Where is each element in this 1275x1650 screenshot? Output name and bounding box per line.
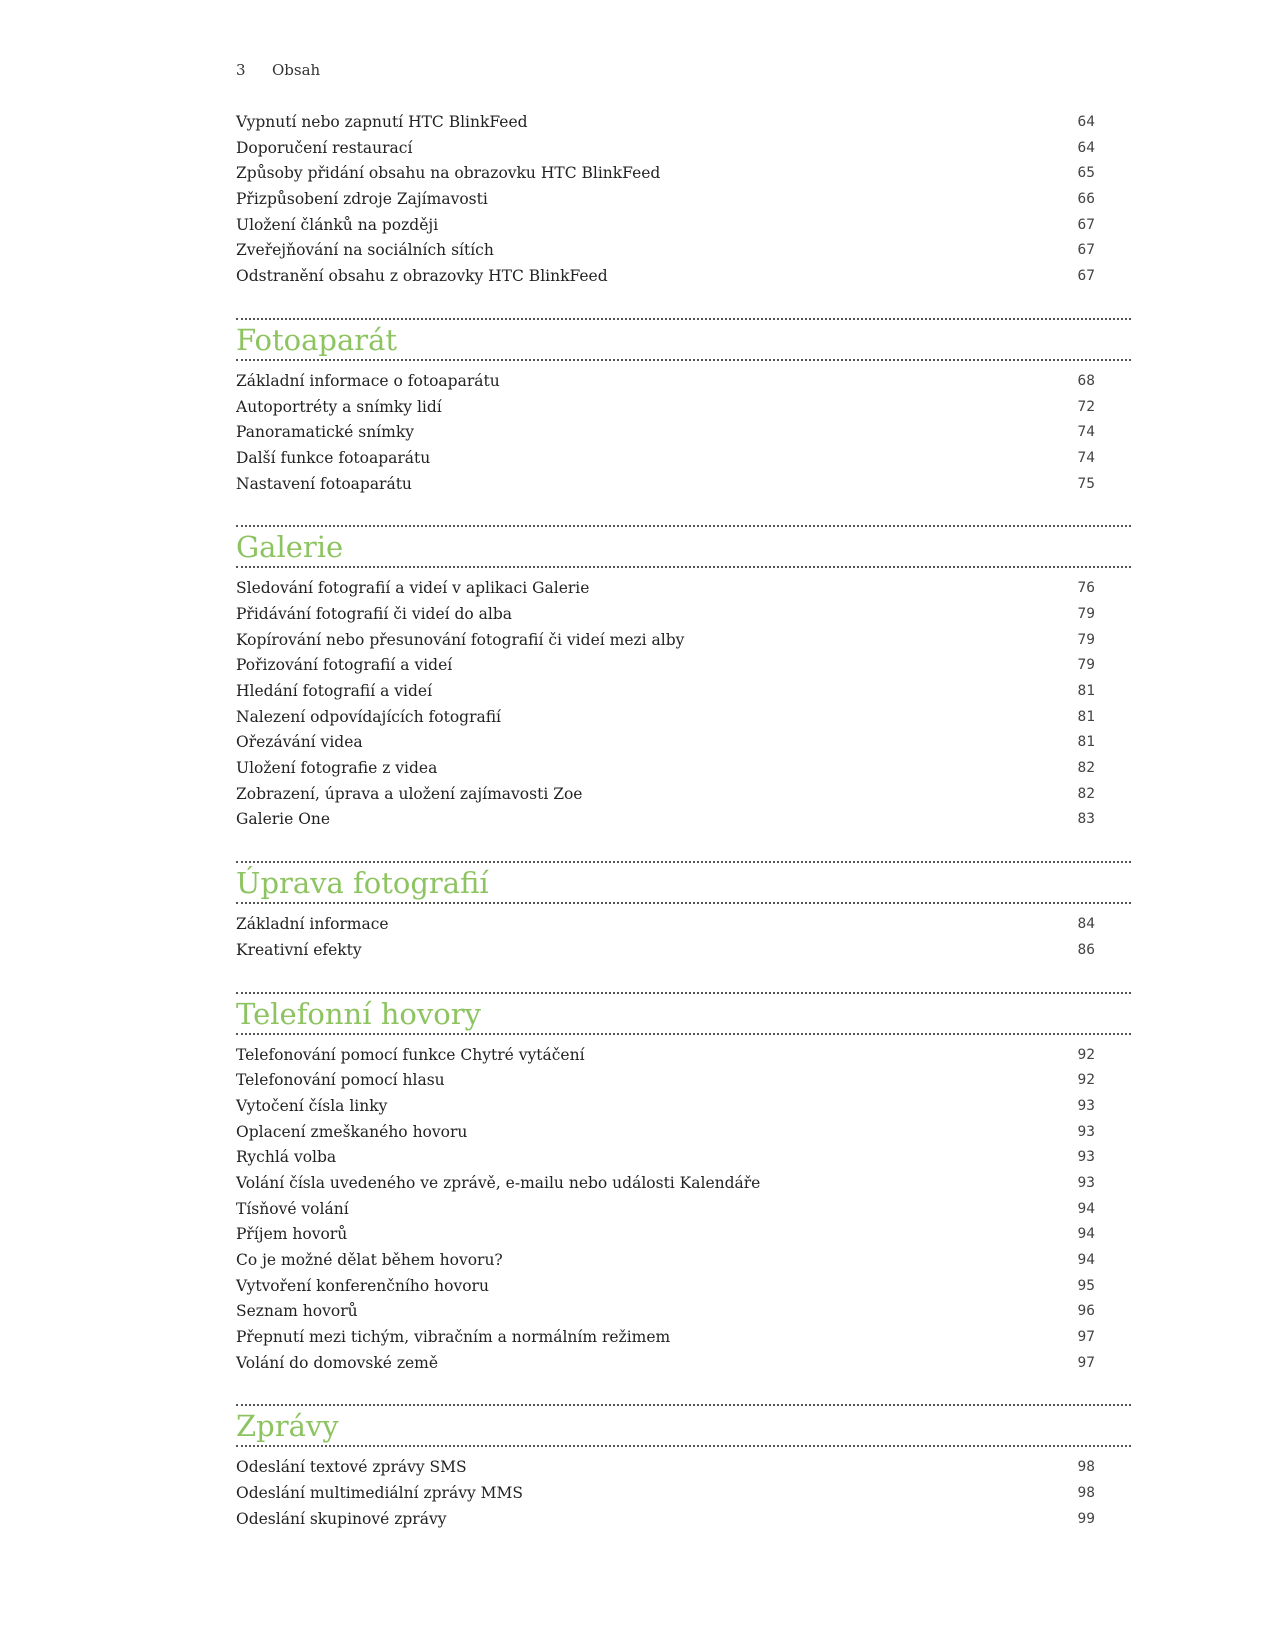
section-divider <box>236 566 1131 568</box>
toc-entry[interactable] <box>236 238 1131 264</box>
toc-entry-title: Způsoby přidání obsahu na obrazovku HTC BlinkFeed <box>236 164 661 183</box>
toc-entry[interactable] <box>236 782 1131 808</box>
toc-section <box>236 861 1131 963</box>
toc-entry-title: Pořizování fotografií a videí <box>236 656 453 675</box>
toc-entry-page: 99 <box>1077 1510 1095 1527</box>
toc-entry[interactable] <box>236 628 1131 654</box>
toc-entry-page: 81 <box>1077 683 1095 699</box>
toc-entry[interactable] <box>236 576 1131 602</box>
section-divider <box>236 861 1131 863</box>
toc-entry-title: Volání čísla uvedeného ve zprávě, e-mailu nebo události Kalendáře <box>236 1173 761 1192</box>
toc-entry-title: Základní informace o fotoaparátu <box>236 371 500 390</box>
toc-entry-title: Zveřejňování na sociálních sítích <box>236 241 494 260</box>
toc-entry[interactable] <box>236 395 1131 421</box>
section-divider <box>236 1445 1131 1447</box>
toc-entry-title: Kreativní efekty <box>236 940 362 959</box>
toc-entry-title: Panoramatické snímky <box>236 423 414 442</box>
toc-entry[interactable] <box>236 136 1131 162</box>
toc-entry-title: Oplacení zmeškaného hovoru <box>236 1122 468 1141</box>
toc-entry-title: Nalezení odpovídajících fotografií <box>236 707 502 726</box>
page-header <box>236 61 320 79</box>
toc-entry[interactable] <box>236 264 1131 290</box>
toc-entry[interactable] <box>236 938 1131 964</box>
section-heading[interactable]: Zprávy <box>236 1409 339 1444</box>
toc-entry-page: 79 <box>1077 605 1095 622</box>
toc-section <box>236 992 1131 1377</box>
toc-entry-title: Autoportréty a snímky lidí <box>236 397 442 416</box>
toc-entry-title: Rychlá volba <box>236 1148 337 1167</box>
toc-entry-page: 93 <box>1077 1174 1095 1191</box>
toc-entry[interactable] <box>236 1197 1131 1223</box>
toc-entry-page: 74 <box>1077 449 1095 466</box>
toc-entry-page: 68 <box>1077 372 1095 389</box>
toc-entry[interactable] <box>236 1455 1131 1481</box>
toc-entry-title: Další funkce fotoaparátu <box>236 448 431 467</box>
toc-entry-title: Uložení článků na později <box>236 215 439 234</box>
toc-entry-page: 81 <box>1077 734 1095 751</box>
toc-entry-page: 64 <box>1077 139 1095 156</box>
toc-section <box>236 1404 1131 1532</box>
toc-entry-title: Vytočení čísla linky <box>236 1096 388 1115</box>
toc-entry[interactable] <box>236 1351 1131 1377</box>
toc-entry[interactable] <box>236 756 1131 782</box>
toc-entry-title: Odeslání multimediální zprávy MMS <box>236 1484 523 1503</box>
toc-entry[interactable] <box>236 705 1131 731</box>
toc-entry-title: Přepnutí mezi tichým, vibračním a normálním režimem <box>236 1328 671 1347</box>
toc-entry-page: 84 <box>1077 916 1095 933</box>
toc-entry[interactable] <box>236 653 1131 679</box>
toc-entry-title: Vypnutí nebo zapnutí HTC BlinkFeed <box>236 113 528 131</box>
toc-entry-title: Základní informace <box>236 915 389 934</box>
toc-entry-title: Doporučení restaurací <box>236 138 413 157</box>
toc-entry[interactable] <box>236 1145 1131 1171</box>
toc-entry-page: 92 <box>1077 1072 1095 1089</box>
toc-entry[interactable] <box>236 679 1131 705</box>
toc-entry-page: 67 <box>1077 216 1095 233</box>
toc-entry[interactable] <box>236 1325 1131 1351</box>
toc-entry-page: 98 <box>1077 1459 1095 1476</box>
toc-entry[interactable] <box>236 912 1131 938</box>
toc-entry-title: Odeslání textové zprávy SMS <box>236 1458 467 1477</box>
toc-entry-page: 79 <box>1077 631 1095 648</box>
toc-entry[interactable] <box>236 213 1131 239</box>
toc-entry-title: Zobrazení, úprava a uložení zajímavosti Zoe <box>236 784 583 803</box>
toc-entry-page: 92 <box>1077 1046 1095 1063</box>
toc-entry-page: 97 <box>1077 1329 1095 1346</box>
toc-entry-page: 95 <box>1077 1277 1095 1294</box>
toc-entry[interactable] <box>236 420 1131 446</box>
toc-entry-title: Nastavení fotoaparátu <box>236 474 412 493</box>
toc-entry[interactable] <box>236 730 1131 756</box>
toc-entry[interactable] <box>236 369 1131 395</box>
toc-entry-page: 82 <box>1077 760 1095 777</box>
table-of-contents <box>236 110 1131 1533</box>
toc-entry-page: 98 <box>1077 1485 1095 1502</box>
toc-entry[interactable] <box>236 446 1131 472</box>
toc-entry-title: Tísňové volání <box>236 1199 349 1218</box>
toc-entry-title: Příjem hovorů <box>236 1225 348 1244</box>
toc-entry-page: 75 <box>1077 475 1095 492</box>
section-divider <box>236 902 1131 904</box>
toc-entry-page: 74 <box>1077 424 1095 441</box>
toc-entry[interactable] <box>236 602 1131 628</box>
toc-entry[interactable] <box>236 472 1131 498</box>
toc-entry[interactable] <box>236 161 1131 187</box>
toc-entry-title: Přidávání fotografií či videí do alba <box>236 604 513 623</box>
page-header-title: Obsah <box>272 61 321 79</box>
toc-entry-title: Ořezávání videa <box>236 733 363 752</box>
toc-entry-page: 67 <box>1077 268 1095 285</box>
toc-entry[interactable] <box>236 1043 1131 1069</box>
toc-entry-title: Uložení fotografie z videa <box>236 759 438 778</box>
toc-entry-title: Volání do domovské země <box>236 1353 439 1372</box>
toc-entry-title: Sledování fotografií a videí v aplikaci Galerie <box>236 579 590 598</box>
toc-entry[interactable] <box>236 110 1131 136</box>
toc-entry-title: Seznam hovorů <box>236 1302 358 1321</box>
section-divider <box>236 1404 1131 1406</box>
toc-entry-title: Telefonování pomocí funkce Chytré vytáčení <box>236 1045 585 1064</box>
toc-entry-page: 97 <box>1077 1354 1095 1371</box>
section-divider <box>236 318 1131 320</box>
section-divider <box>236 992 1131 994</box>
toc-entry-title: Telefonování pomocí hlasu <box>236 1071 445 1090</box>
toc-entry[interactable] <box>236 1222 1131 1248</box>
toc-entry[interactable] <box>236 1068 1131 1094</box>
toc-entry[interactable] <box>236 1274 1131 1300</box>
section-divider <box>236 525 1131 527</box>
toc-entry-title: Přizpůsobení zdroje Zajímavosti <box>236 190 488 209</box>
section-heading[interactable]: Úprava fotografií <box>236 866 489 901</box>
toc-entry-title: Co je možné dělat během hovoru? <box>236 1251 503 1269</box>
toc-entry-page: 96 <box>1077 1303 1095 1320</box>
toc-entry-title: Vytvoření konferenčního hovoru <box>236 1276 489 1295</box>
toc-entry-page: 94 <box>1077 1226 1095 1243</box>
toc-entry[interactable] <box>236 807 1131 833</box>
toc-entry[interactable] <box>236 1248 1131 1274</box>
toc-entry-page: 93 <box>1077 1097 1095 1114</box>
toc-entry[interactable] <box>236 1299 1131 1325</box>
toc-entry-title: Galerie One <box>236 810 331 829</box>
toc-entry-page: 94 <box>1077 1200 1095 1217</box>
toc-entry-page: 76 <box>1077 580 1095 597</box>
toc-entry-page: 83 <box>1077 811 1095 828</box>
toc-section <box>236 525 1131 833</box>
toc-entry[interactable] <box>236 1481 1131 1507</box>
toc-entry-page: 94 <box>1077 1252 1095 1268</box>
toc-entry-page: 67 <box>1077 242 1095 259</box>
toc-entry-page: 81 <box>1077 708 1095 725</box>
section-heading[interactable]: Telefonní hovory <box>236 996 481 1031</box>
section-divider <box>236 1033 1131 1035</box>
page-number: 3 <box>236 61 246 79</box>
toc-entry-page: 82 <box>1077 785 1095 802</box>
toc-entry-page: 86 <box>1077 941 1095 958</box>
toc-section <box>236 318 1131 497</box>
toc-entry[interactable] <box>236 1120 1131 1146</box>
toc-entry[interactable] <box>236 1171 1131 1197</box>
toc-entry-title: Hledání fotografií a videí <box>236 682 433 700</box>
toc-entry-page: 64 <box>1077 114 1095 130</box>
section-heading[interactable]: Galerie <box>236 530 344 565</box>
toc-entry-page: 93 <box>1077 1149 1095 1166</box>
toc-entry-page: 79 <box>1077 657 1095 674</box>
toc-entry-title: Odstranění obsahu z obrazovky HTC BlinkFeed <box>236 267 608 286</box>
toc-entry-page: 66 <box>1077 191 1095 208</box>
section-heading[interactable]: Fotoaparát <box>236 322 398 357</box>
toc-entry-title: Kopírování nebo přesunování fotografií či videí mezi alby <box>236 630 685 649</box>
toc-entry-page: 72 <box>1077 398 1095 415</box>
toc-entry-page: 65 <box>1077 165 1095 182</box>
toc-entry-title: Odeslání skupinové zprávy <box>236 1509 447 1528</box>
toc-entry[interactable] <box>236 187 1131 213</box>
toc-entry[interactable] <box>236 1094 1131 1120</box>
toc-entry-page: 93 <box>1077 1123 1095 1140</box>
section-divider <box>236 359 1131 361</box>
toc-entry[interactable] <box>236 1507 1131 1533</box>
